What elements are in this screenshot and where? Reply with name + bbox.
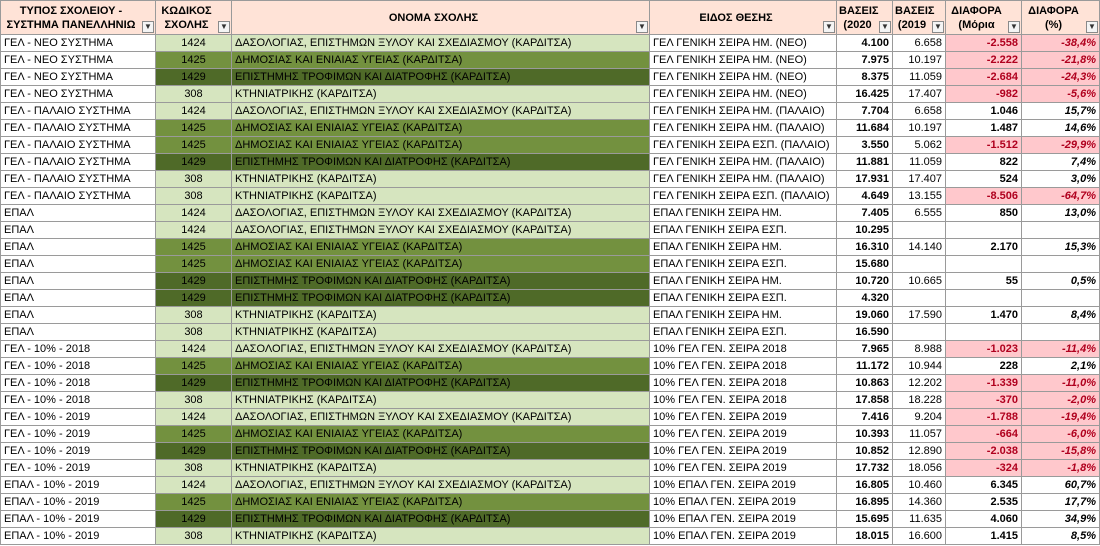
cell-school-type[interactable]: ΕΠΑΛ (1, 290, 156, 307)
cell-school-type[interactable]: ΓΕΛ - ΝΕΟ ΣΥΣΤΗΜΑ (1, 52, 156, 69)
cell-seat-type[interactable]: 10% ΓΕΛ ΓΕΝ. ΣΕΙΡΑ 2019 (650, 409, 837, 426)
cell-seat-type[interactable]: 10% ΕΠΑΛ ΓΕΝ. ΣΕΙΡΑ 2019 (650, 528, 837, 545)
filter-dropdown-icon[interactable]: ▼ (823, 21, 835, 33)
cell-base-2020[interactable]: 7.975 (837, 52, 893, 69)
cell-seat-type[interactable]: ΓΕΛ ΓΕΝΙΚΗ ΣΕΙΡΑ ΗΜ. (ΝΕΟ) (650, 35, 837, 52)
cell-school-type[interactable]: ΓΕΛ - 10% - 2019 (1, 460, 156, 477)
cell-school-name[interactable]: ΔΗΜΟΣΙΑΣ ΚΑΙ ΕΝΙΑΙΑΣ ΥΓΕΙΑΣ (ΚΑΡΔΙΤΣΑ) (232, 239, 650, 256)
table-row (1, 222, 1100, 239)
cell-school-name[interactable]: ΔΑΣΟΛΟΓΙΑΣ, ΕΠΙΣΤΗΜΩΝ ΞΥΛΟΥ ΚΑΙ ΣΧΕΔΙΑΣΜΟΥ (ΚΑΡΔΙΤΣΑ) (232, 103, 650, 120)
cell-school-name[interactable]: ΕΠΙΣΤΗΜΗΣ ΤΡΟΦΙΜΩΝ ΚΑΙ ΔΙΑΤΡΟΦΗΣ (ΚΑΡΔΙΤΣΑ) (232, 375, 650, 392)
header-label: ΟΝΟΜΑ ΣΧΟΛΗΣ (388, 11, 479, 24)
cell-base-2019[interactable]: 9.204 (893, 409, 946, 426)
cell-diff-percent[interactable]: 15,3% (1022, 239, 1100, 256)
cell-school-code[interactable]: 308 (156, 86, 232, 103)
cell-seat-type[interactable]: ΓΕΛ ΓΕΝΙΚΗ ΣΕΙΡΑ ΗΜ. (ΠΑΛΑΙΟ) (650, 171, 837, 188)
cell-school-type[interactable]: ΓΕΛ - ΠΑΛΑΙΟ ΣΥΣΤΗΜΑ (1, 188, 156, 205)
cell-diff-points[interactable]: 6.345 (946, 477, 1022, 494)
cell-school-name[interactable]: ΔΑΣΟΛΟΓΙΑΣ, ΕΠΙΣΤΗΜΩΝ ΞΥΛΟΥ ΚΑΙ ΣΧΕΔΙΑΣΜΟΥ (ΚΑΡΔΙΤΣΑ) (232, 477, 650, 494)
header-label: ΤΥΠΟΣ ΣΧΟΛΕΙΟΥ - ΣΥΣΤΗΜΑ ΠΑΝΕΛΛΗΝΙΩ (6, 4, 136, 31)
cell-school-name[interactable]: ΔΑΣΟΛΟΓΙΑΣ, ΕΠΙΣΤΗΜΩΝ ΞΥΛΟΥ ΚΑΙ ΣΧΕΔΙΑΣΜΟΥ (ΚΑΡΔΙΤΣΑ) (232, 205, 650, 222)
cell-school-name[interactable]: ΕΠΙΣΤΗΜΗΣ ΤΡΟΦΙΜΩΝ ΚΑΙ ΔΙΑΤΡΟΦΗΣ (ΚΑΡΔΙΤΣΑ) (232, 290, 650, 307)
cell-school-type[interactable]: ΕΠΑΛ (1, 205, 156, 222)
table-row (1, 290, 1100, 307)
table-row (1, 239, 1100, 256)
cell-base-2020[interactable]: 16.310 (837, 239, 893, 256)
cell-seat-type[interactable]: ΓΕΛ ΓΕΝΙΚΗ ΣΕΙΡΑ ΗΜ. (ΠΑΛΑΙΟ) (650, 103, 837, 120)
cell-seat-type[interactable]: 10% ΕΠΑΛ ΓΕΝ. ΣΕΙΡΑ 2019 (650, 477, 837, 494)
cell-school-type[interactable]: ΓΕΛ - ΝΕΟ ΣΥΣΤΗΜΑ (1, 69, 156, 86)
header-label: ΔΙΑΦΟΡΑ (%) (1028, 4, 1079, 31)
cell-base-2019[interactable]: 12.890 (893, 443, 946, 460)
cell-base-2020[interactable]: 11.881 (837, 154, 893, 171)
cell-school-type[interactable]: ΓΕΛ - ΠΑΛΑΙΟ ΣΥΣΤΗΜΑ (1, 154, 156, 171)
cell-school-code[interactable]: 1424 (156, 103, 232, 120)
cell-school-type[interactable]: ΓΕΛ - 10% - 2019 (1, 409, 156, 426)
cell-base-2020[interactable]: 17.931 (837, 171, 893, 188)
cell-school-type[interactable]: ΕΠΑΛ (1, 222, 156, 239)
cell-seat-type[interactable]: 10% ΓΕΛ ΓΕΝ. ΣΕΙΡΑ 2018 (650, 375, 837, 392)
cell-school-name[interactable]: ΔΗΜΟΣΙΑΣ ΚΑΙ ΕΝΙΑΙΑΣ ΥΓΕΙΑΣ (ΚΑΡΔΙΤΣΑ) (232, 426, 650, 443)
cell-school-type[interactable]: ΓΕΛ - ΠΑΛΑΙΟ ΣΥΣΤΗΜΑ (1, 171, 156, 188)
cell-base-2020[interactable]: 4.649 (837, 188, 893, 205)
header-label: ΔΙΑΦΟΡΑ (Μόρια (951, 4, 1002, 31)
table-row (1, 409, 1100, 426)
header-school (232, 1, 650, 35)
cell-school-code[interactable]: 308 (156, 188, 232, 205)
cell-diff-percent[interactable]: -15,8% (1022, 443, 1100, 460)
cell-school-code[interactable]: 308 (156, 307, 232, 324)
cell-seat-type[interactable]: ΓΕΛ ΓΕΝΙΚΗ ΣΕΙΡΑ ΗΜ. (ΝΕΟ) (650, 86, 837, 103)
table-row (1, 324, 1100, 341)
cell-seat-type[interactable]: 10% ΓΕΛ ΓΕΝ. ΣΕΙΡΑ 2019 (650, 426, 837, 443)
cell-base-2020[interactable]: 17.732 (837, 460, 893, 477)
table-row (1, 256, 1100, 273)
cell-diff-percent[interactable]: -6,0% (1022, 426, 1100, 443)
header-code (156, 1, 232, 35)
cell-school-type[interactable]: ΓΕΛ - ΝΕΟ ΣΥΣΤΗΜΑ (1, 86, 156, 103)
cell-seat-type[interactable]: ΕΠΑΛ ΓΕΝΙΚΗ ΣΕΙΡΑ ΗΜ. (650, 273, 837, 290)
cell-diff-points[interactable] (946, 256, 1022, 273)
cell-base-2020[interactable]: 16.590 (837, 324, 893, 341)
cell-diff-points[interactable] (946, 324, 1022, 341)
header-diff (946, 1, 1022, 35)
cell-school-type[interactable]: ΓΕΛ - 10% - 2018 (1, 392, 156, 409)
cell-base-2020[interactable]: 18.015 (837, 528, 893, 545)
cell-base-2020[interactable]: 7.416 (837, 409, 893, 426)
cell-school-code[interactable]: 1425 (156, 120, 232, 137)
table-row (1, 35, 1100, 52)
cell-seat-type[interactable]: ΕΠΑΛ ΓΕΝΙΚΗ ΣΕΙΡΑ ΕΣΠ. (650, 222, 837, 239)
cell-base-2019[interactable] (893, 222, 946, 239)
cell-base-2019[interactable]: 18.056 (893, 460, 946, 477)
cell-base-2020[interactable]: 10.863 (837, 375, 893, 392)
table-row (1, 120, 1100, 137)
cell-base-2020[interactable]: 16.805 (837, 477, 893, 494)
cell-diff-points[interactable]: -2.222 (946, 52, 1022, 69)
table-row (1, 460, 1100, 477)
cell-school-code[interactable]: 308 (156, 528, 232, 545)
header-b2019 (893, 1, 946, 35)
cell-school-type[interactable]: ΕΠΑΛ (1, 273, 156, 290)
cell-base-2019[interactable]: 6.555 (893, 205, 946, 222)
cell-base-2019[interactable]: 8.988 (893, 341, 946, 358)
cell-seat-type[interactable]: ΕΠΑΛ ΓΕΝΙΚΗ ΣΕΙΡΑ ΗΜ. (650, 239, 837, 256)
cell-school-code[interactable]: 1429 (156, 69, 232, 86)
cell-diff-percent[interactable]: -64,7% (1022, 188, 1100, 205)
cell-school-name[interactable]: ΚΤΗΝΙΑΤΡΙΚΗΣ (ΚΑΡΔΙΤΣΑ) (232, 188, 650, 205)
cell-school-name[interactable]: ΚΤΗΝΙΑΤΡΙΚΗΣ (ΚΑΡΔΙΤΣΑ) (232, 324, 650, 341)
cell-seat-type[interactable]: ΕΠΑΛ ΓΕΝΙΚΗ ΣΕΙΡΑ ΕΣΠ. (650, 324, 837, 341)
header-seat (650, 1, 837, 35)
cell-diff-percent[interactable]: -11,0% (1022, 375, 1100, 392)
cell-base-2019[interactable]: 10.665 (893, 273, 946, 290)
cell-school-name[interactable]: ΕΠΙΣΤΗΜΗΣ ΤΡΟΦΙΜΩΝ ΚΑΙ ΔΙΑΤΡΟΦΗΣ (ΚΑΡΔΙΤΣΑ) (232, 511, 650, 528)
cell-school-type[interactable]: ΕΠΑΛ - 10% - 2019 (1, 528, 156, 545)
header-row (1, 1, 1100, 35)
cell-base-2019[interactable]: 14.140 (893, 239, 946, 256)
table-row (1, 137, 1100, 154)
cell-seat-type[interactable]: ΕΠΑΛ ΓΕΝΙΚΗ ΣΕΙΡΑ ΗΜ. (650, 205, 837, 222)
cell-school-name[interactable]: ΚΤΗΝΙΑΤΡΙΚΗΣ (ΚΑΡΔΙΤΣΑ) (232, 171, 650, 188)
table-row (1, 426, 1100, 443)
cell-school-name[interactable]: ΕΠΙΣΤΗΜΗΣ ΤΡΟΦΙΜΩΝ ΚΑΙ ΔΙΑΤΡΟΦΗΣ (ΚΑΡΔΙΤΣΑ) (232, 273, 650, 290)
cell-base-2019[interactable]: 11.059 (893, 69, 946, 86)
cell-school-code[interactable]: 1425 (156, 137, 232, 154)
cell-school-type[interactable]: ΕΠΑΛ - 10% - 2019 (1, 494, 156, 511)
cell-base-2019[interactable]: 11.635 (893, 511, 946, 528)
cell-school-code[interactable]: 1429 (156, 443, 232, 460)
cell-school-code[interactable]: 1425 (156, 239, 232, 256)
cell-diff-percent[interactable]: 8,4% (1022, 307, 1100, 324)
filter-dropdown-icon[interactable]: ▼ (218, 21, 230, 33)
cell-school-name[interactable]: ΔΗΜΟΣΙΑΣ ΚΑΙ ΕΝΙΑΙΑΣ ΥΓΕΙΑΣ (ΚΑΡΔΙΤΣΑ) (232, 256, 650, 273)
cell-base-2020[interactable]: 8.375 (837, 69, 893, 86)
cell-school-type[interactable]: ΓΕΛ - 10% - 2018 (1, 341, 156, 358)
cell-base-2019[interactable]: 18.228 (893, 392, 946, 409)
cell-diff-points[interactable]: 1.470 (946, 307, 1022, 324)
cell-diff-percent[interactable]: 34,9% (1022, 511, 1100, 528)
header-label: ΒΑΣΕΙΣ (2020 (839, 4, 879, 31)
cell-diff-points[interactable]: -1.512 (946, 137, 1022, 154)
filter-dropdown-icon[interactable]: ▼ (879, 21, 891, 33)
cell-school-name[interactable]: ΕΠΙΣΤΗΜΗΣ ΤΡΟΦΙΜΩΝ ΚΑΙ ΔΙΑΤΡΟΦΗΣ (ΚΑΡΔΙΤΣΑ) (232, 154, 650, 171)
cell-base-2020[interactable]: 10.852 (837, 443, 893, 460)
table-row (1, 188, 1100, 205)
cell-diff-percent[interactable]: 3,0% (1022, 171, 1100, 188)
cell-school-name[interactable]: ΔΗΜΟΣΙΑΣ ΚΑΙ ΕΝΙΑΙΑΣ ΥΓΕΙΑΣ (ΚΑΡΔΙΤΣΑ) (232, 120, 650, 137)
cell-base-2020[interactable]: 4.320 (837, 290, 893, 307)
filter-dropdown-icon[interactable]: ▼ (932, 21, 944, 33)
cell-school-name[interactable]: ΔΑΣΟΛΟΓΙΑΣ, ΕΠΙΣΤΗΜΩΝ ΞΥΛΟΥ ΚΑΙ ΣΧΕΔΙΑΣΜΟΥ (ΚΑΡΔΙΤΣΑ) (232, 409, 650, 426)
cell-school-code[interactable]: 308 (156, 392, 232, 409)
cell-school-name[interactable]: ΚΤΗΝΙΑΤΡΙΚΗΣ (ΚΑΡΔΙΤΣΑ) (232, 86, 650, 103)
cell-school-type[interactable]: ΕΠΑΛ (1, 239, 156, 256)
cell-diff-percent[interactable]: 0,5% (1022, 273, 1100, 290)
cell-seat-type[interactable]: ΓΕΛ ΓΕΝΙΚΗ ΣΕΙΡΑ ΗΜ. (ΠΑΛΑΙΟ) (650, 154, 837, 171)
cell-diff-points[interactable] (946, 222, 1022, 239)
cell-diff-percent[interactable]: -24,3% (1022, 69, 1100, 86)
cell-seat-type[interactable]: ΕΠΑΛ ΓΕΝΙΚΗ ΣΕΙΡΑ ΕΣΠ. (650, 290, 837, 307)
cell-school-code[interactable]: 1429 (156, 273, 232, 290)
table-row (1, 358, 1100, 375)
header-pct (1022, 1, 1100, 35)
cell-diff-points[interactable]: 228 (946, 358, 1022, 375)
cell-base-2020[interactable]: 19.060 (837, 307, 893, 324)
cell-base-2019[interactable]: 10.197 (893, 120, 946, 137)
cell-diff-points[interactable]: 2.535 (946, 494, 1022, 511)
cell-school-type[interactable]: ΕΠΑΛ - 10% - 2019 (1, 477, 156, 494)
cell-diff-points[interactable]: -2.038 (946, 443, 1022, 460)
header-label: ΒΑΣΕΙΣ (2019 (895, 4, 935, 31)
cell-diff-percent[interactable]: 17,7% (1022, 494, 1100, 511)
cell-diff-percent[interactable]: -2,0% (1022, 392, 1100, 409)
cell-diff-percent[interactable] (1022, 324, 1100, 341)
cell-base-2019[interactable]: 10.197 (893, 52, 946, 69)
cell-school-code[interactable]: 1425 (156, 256, 232, 273)
cell-school-code[interactable]: 308 (156, 171, 232, 188)
cell-base-2019[interactable] (893, 256, 946, 273)
cell-school-name[interactable]: ΔΑΣΟΛΟΓΙΑΣ, ΕΠΙΣΤΗΜΩΝ ΞΥΛΟΥ ΚΑΙ ΣΧΕΔΙΑΣΜΟΥ (ΚΑΡΔΙΤΣΑ) (232, 341, 650, 358)
cell-base-2020[interactable]: 15.695 (837, 511, 893, 528)
cell-base-2020[interactable]: 11.172 (837, 358, 893, 375)
header-type (1, 1, 156, 35)
cell-base-2020[interactable]: 3.550 (837, 137, 893, 154)
cell-base-2020[interactable]: 11.684 (837, 120, 893, 137)
table-row (1, 205, 1100, 222)
cell-base-2020[interactable]: 16.425 (837, 86, 893, 103)
cell-school-code[interactable]: 1424 (156, 222, 232, 239)
cell-diff-points[interactable]: -2.684 (946, 69, 1022, 86)
cell-school-name[interactable]: ΔΑΣΟΛΟΓΙΑΣ, ΕΠΙΣΤΗΜΩΝ ΞΥΛΟΥ ΚΑΙ ΣΧΕΔΙΑΣΜΟΥ (ΚΑΡΔΙΤΣΑ) (232, 222, 650, 239)
cell-seat-type[interactable]: 10% ΕΠΑΛ ΓΕΝ. ΣΕΙΡΑ 2019 (650, 494, 837, 511)
table-row (1, 52, 1100, 69)
cell-seat-type[interactable]: 10% ΓΕΛ ΓΕΝ. ΣΕΙΡΑ 2019 (650, 443, 837, 460)
cell-school-name[interactable]: ΕΠΙΣΤΗΜΗΣ ΤΡΟΦΙΜΩΝ ΚΑΙ ΔΙΑΤΡΟΦΗΣ (ΚΑΡΔΙΤΣΑ) (232, 443, 650, 460)
cell-diff-percent[interactable]: 14,6% (1022, 120, 1100, 137)
cell-base-2019[interactable] (893, 290, 946, 307)
cell-diff-percent[interactable]: -5,6% (1022, 86, 1100, 103)
cell-base-2020[interactable]: 10.295 (837, 222, 893, 239)
cell-school-name[interactable]: ΕΠΙΣΤΗΜΗΣ ΤΡΟΦΙΜΩΝ ΚΑΙ ΔΙΑΤΡΟΦΗΣ (ΚΑΡΔΙΤΣΑ) (232, 69, 650, 86)
table-row (1, 443, 1100, 460)
table-row (1, 103, 1100, 120)
cell-base-2020[interactable]: 10.393 (837, 426, 893, 443)
cell-seat-type[interactable]: ΓΕΛ ΓΕΝΙΚΗ ΣΕΙΡΑ ΗΜ. (ΠΑΛΑΙΟ) (650, 120, 837, 137)
table-row (1, 154, 1100, 171)
cell-diff-percent[interactable]: -11,4% (1022, 341, 1100, 358)
cell-diff-points[interactable]: 1.046 (946, 103, 1022, 120)
cell-seat-type[interactable]: ΓΕΛ ΓΕΝΙΚΗ ΣΕΙΡΑ ΕΣΠ. (ΠΑΛΑΙΟ) (650, 188, 837, 205)
cell-diff-percent[interactable]: -29,9% (1022, 137, 1100, 154)
cell-school-type[interactable]: ΕΠΑΛ - 10% - 2019 (1, 511, 156, 528)
cell-school-type[interactable]: ΓΕΛ - ΝΕΟ ΣΥΣΤΗΜΑ (1, 35, 156, 52)
cell-diff-percent[interactable]: -21,8% (1022, 52, 1100, 69)
cell-seat-type[interactable]: 10% ΓΕΛ ΓΕΝ. ΣΕΙΡΑ 2018 (650, 341, 837, 358)
cell-base-2019[interactable]: 6.658 (893, 35, 946, 52)
cell-school-name[interactable]: ΔΗΜΟΣΙΑΣ ΚΑΙ ΕΝΙΑΙΑΣ ΥΓΕΙΑΣ (ΚΑΡΔΙΤΣΑ) (232, 137, 650, 154)
table-row (1, 171, 1100, 188)
table-row (1, 341, 1100, 358)
cell-base-2019[interactable]: 17.590 (893, 307, 946, 324)
cell-school-code[interactable]: 1425 (156, 52, 232, 69)
cell-seat-type[interactable]: 10% ΓΕΛ ΓΕΝ. ΣΕΙΡΑ 2018 (650, 358, 837, 375)
cell-school-code[interactable]: 1425 (156, 426, 232, 443)
cell-seat-type[interactable]: 10% ΕΠΑΛ ΓΕΝ. ΣΕΙΡΑ 2019 (650, 511, 837, 528)
table-row (1, 511, 1100, 528)
cell-school-code[interactable]: 1425 (156, 494, 232, 511)
cell-seat-type[interactable]: 10% ΓΕΛ ΓΕΝ. ΣΕΙΡΑ 2019 (650, 460, 837, 477)
cell-school-code[interactable]: 1424 (156, 477, 232, 494)
cell-base-2020[interactable]: 7.405 (837, 205, 893, 222)
table-row (1, 86, 1100, 103)
cell-diff-points[interactable]: 2.170 (946, 239, 1022, 256)
cell-diff-percent[interactable]: -1,8% (1022, 460, 1100, 477)
table-body (1, 35, 1100, 545)
cell-school-code[interactable]: 1424 (156, 205, 232, 222)
cell-base-2020[interactable]: 4.100 (837, 35, 893, 52)
filter-dropdown-icon[interactable]: ▼ (636, 21, 648, 33)
cell-school-name[interactable]: ΚΤΗΝΙΑΤΡΙΚΗΣ (ΚΑΡΔΙΤΣΑ) (232, 392, 650, 409)
cell-school-type[interactable]: ΕΠΑΛ (1, 256, 156, 273)
cell-diff-percent[interactable]: 2,1% (1022, 358, 1100, 375)
cell-diff-points[interactable] (946, 290, 1022, 307)
cell-diff-percent[interactable]: 13,0% (1022, 205, 1100, 222)
cell-school-type[interactable]: ΓΕΛ - ΠΑΛΑΙΟ ΣΥΣΤΗΜΑ (1, 103, 156, 120)
cell-diff-percent[interactable]: 15,7% (1022, 103, 1100, 120)
cell-base-2020[interactable]: 7.965 (837, 341, 893, 358)
table-row (1, 528, 1100, 545)
cell-school-name[interactable]: ΔΗΜΟΣΙΑΣ ΚΑΙ ΕΝΙΑΙΑΣ ΥΓΕΙΑΣ (ΚΑΡΔΙΤΣΑ) (232, 494, 650, 511)
cell-school-name[interactable]: ΚΤΗΝΙΑΤΡΙΚΗΣ (ΚΑΡΔΙΤΣΑ) (232, 460, 650, 477)
cell-base-2020[interactable]: 15.680 (837, 256, 893, 273)
table-row (1, 494, 1100, 511)
cell-diff-percent[interactable]: -38,4% (1022, 35, 1100, 52)
cell-school-type[interactable]: ΓΕΛ - 10% - 2019 (1, 443, 156, 460)
table-row (1, 375, 1100, 392)
cell-base-2019[interactable]: 12.202 (893, 375, 946, 392)
cell-base-2020[interactable]: 10.720 (837, 273, 893, 290)
cell-school-code[interactable]: 1424 (156, 35, 232, 52)
cell-school-name[interactable]: ΔΑΣΟΛΟΓΙΑΣ, ΕΠΙΣΤΗΜΩΝ ΞΥΛΟΥ ΚΑΙ ΣΧΕΔΙΑΣΜΟΥ (ΚΑΡΔΙΤΣΑ) (232, 35, 650, 52)
table-row (1, 392, 1100, 409)
cell-school-code[interactable]: 1429 (156, 290, 232, 307)
cell-base-2019[interactable]: 6.658 (893, 103, 946, 120)
filter-dropdown-icon[interactable]: ▼ (142, 21, 154, 33)
cell-diff-percent[interactable] (1022, 290, 1100, 307)
header-label: ΕΙΔΟΣ ΘΕΣΗΣ (699, 11, 773, 24)
cell-diff-points[interactable]: -1.339 (946, 375, 1022, 392)
cell-diff-points[interactable]: 1.487 (946, 120, 1022, 137)
cell-base-2019[interactable] (893, 324, 946, 341)
header-b2020 (837, 1, 893, 35)
cell-school-name[interactable]: ΚΤΗΝΙΑΤΡΙΚΗΣ (ΚΑΡΔΙΤΣΑ) (232, 307, 650, 324)
cell-school-code[interactable]: 1429 (156, 154, 232, 171)
cell-seat-type[interactable]: 10% ΓΕΛ ΓΕΝ. ΣΕΙΡΑ 2018 (650, 392, 837, 409)
cell-diff-points[interactable]: 850 (946, 205, 1022, 222)
cell-diff-percent[interactable]: -19,4% (1022, 409, 1100, 426)
cell-base-2020[interactable]: 7.704 (837, 103, 893, 120)
header-label: ΚΩΔΙΚΟΣ ΣΧΟΛΗΣ (161, 4, 212, 31)
cell-school-name[interactable]: ΔΗΜΟΣΙΑΣ ΚΑΙ ΕΝΙΑΙΑΣ ΥΓΕΙΑΣ (ΚΑΡΔΙΤΣΑ) (232, 358, 650, 375)
cell-seat-type[interactable]: ΕΠΑΛ ΓΕΝΙΚΗ ΣΕΙΡΑ ΗΜ. (650, 307, 837, 324)
cell-school-code[interactable]: 308 (156, 324, 232, 341)
cell-diff-points[interactable]: 4.060 (946, 511, 1022, 528)
cell-school-type[interactable]: ΕΠΑΛ (1, 324, 156, 341)
cell-school-code[interactable]: 1429 (156, 375, 232, 392)
cell-school-code[interactable]: 308 (156, 460, 232, 477)
cell-base-2019[interactable]: 14.360 (893, 494, 946, 511)
table-row (1, 273, 1100, 290)
cell-school-type[interactable]: ΓΕΛ - 10% - 2019 (1, 426, 156, 443)
cell-diff-percent[interactable] (1022, 222, 1100, 239)
table-row (1, 307, 1100, 324)
filter-dropdown-icon[interactable]: ▼ (1086, 21, 1098, 33)
cell-school-type[interactable]: ΓΕΛ - 10% - 2018 (1, 375, 156, 392)
filter-dropdown-icon[interactable]: ▼ (1008, 21, 1020, 33)
cell-base-2019[interactable]: 5.062 (893, 137, 946, 154)
cell-seat-type[interactable]: ΓΕΛ ΓΕΝΙΚΗ ΣΕΙΡΑ ΗΜ. (ΝΕΟ) (650, 52, 837, 69)
cell-school-name[interactable]: ΚΤΗΝΙΑΤΡΙΚΗΣ (ΚΑΡΔΙΤΣΑ) (232, 528, 650, 545)
cell-base-2019[interactable]: 11.059 (893, 154, 946, 171)
cell-seat-type[interactable]: ΕΠΑΛ ΓΕΝΙΚΗ ΣΕΙΡΑ ΕΣΠ. (650, 256, 837, 273)
cell-base-2019[interactable]: 11.057 (893, 426, 946, 443)
cell-base-2019[interactable]: 13.155 (893, 188, 946, 205)
cell-base-2019[interactable]: 10.944 (893, 358, 946, 375)
cell-base-2019[interactable]: 16.600 (893, 528, 946, 545)
cell-diff-points[interactable]: -664 (946, 426, 1022, 443)
cell-base-2020[interactable]: 17.858 (837, 392, 893, 409)
cell-diff-percent[interactable] (1022, 256, 1100, 273)
cell-school-type[interactable]: ΓΕΛ - ΠΑΛΑΙΟ ΣΥΣΤΗΜΑ (1, 137, 156, 154)
cell-diff-points[interactable]: -1.023 (946, 341, 1022, 358)
cell-diff-percent[interactable]: 7,4% (1022, 154, 1100, 171)
cell-base-2019[interactable]: 10.460 (893, 477, 946, 494)
cell-diff-points[interactable]: -324 (946, 460, 1022, 477)
cell-diff-points[interactable]: 524 (946, 171, 1022, 188)
table-row (1, 477, 1100, 494)
cell-school-name[interactable]: ΔΗΜΟΣΙΑΣ ΚΑΙ ΕΝΙΑΙΑΣ ΥΓΕΙΑΣ (ΚΑΡΔΙΤΣΑ) (232, 52, 650, 69)
cell-diff-points[interactable]: -982 (946, 86, 1022, 103)
cell-school-code[interactable]: 1429 (156, 511, 232, 528)
cell-school-code[interactable]: 1424 (156, 409, 232, 426)
cell-diff-points[interactable]: -8.506 (946, 188, 1022, 205)
cell-school-type[interactable]: ΕΠΑΛ (1, 307, 156, 324)
cell-school-type[interactable]: ΓΕΛ - ΠΑΛΑΙΟ ΣΥΣΤΗΜΑ (1, 120, 156, 137)
cell-diff-points[interactable]: -1.788 (946, 409, 1022, 426)
table-row (1, 69, 1100, 86)
cell-diff-points[interactable]: 55 (946, 273, 1022, 290)
cell-school-type[interactable]: ΓΕΛ - 10% - 2018 (1, 358, 156, 375)
cell-school-code[interactable]: 1425 (156, 358, 232, 375)
cell-diff-points[interactable]: 822 (946, 154, 1022, 171)
table-header (1, 1, 1100, 35)
cell-diff-points[interactable]: -370 (946, 392, 1022, 409)
cell-base-2019[interactable]: 17.407 (893, 86, 946, 103)
cell-diff-points[interactable]: -2.558 (946, 35, 1022, 52)
cell-seat-type[interactable]: ΓΕΛ ΓΕΝΙΚΗ ΣΕΙΡΑ ΕΣΠ. (ΠΑΛΑΙΟ) (650, 137, 837, 154)
cell-base-2019[interactable]: 17.407 (893, 171, 946, 188)
cell-school-code[interactable]: 1424 (156, 341, 232, 358)
cell-diff-percent[interactable]: 8,5% (1022, 528, 1100, 545)
cell-diff-percent[interactable]: 60,7% (1022, 477, 1100, 494)
cell-diff-points[interactable]: 1.415 (946, 528, 1022, 545)
cell-base-2020[interactable]: 16.895 (837, 494, 893, 511)
cell-seat-type[interactable]: ΓΕΛ ΓΕΝΙΚΗ ΣΕΙΡΑ ΗΜ. (ΝΕΟ) (650, 69, 837, 86)
